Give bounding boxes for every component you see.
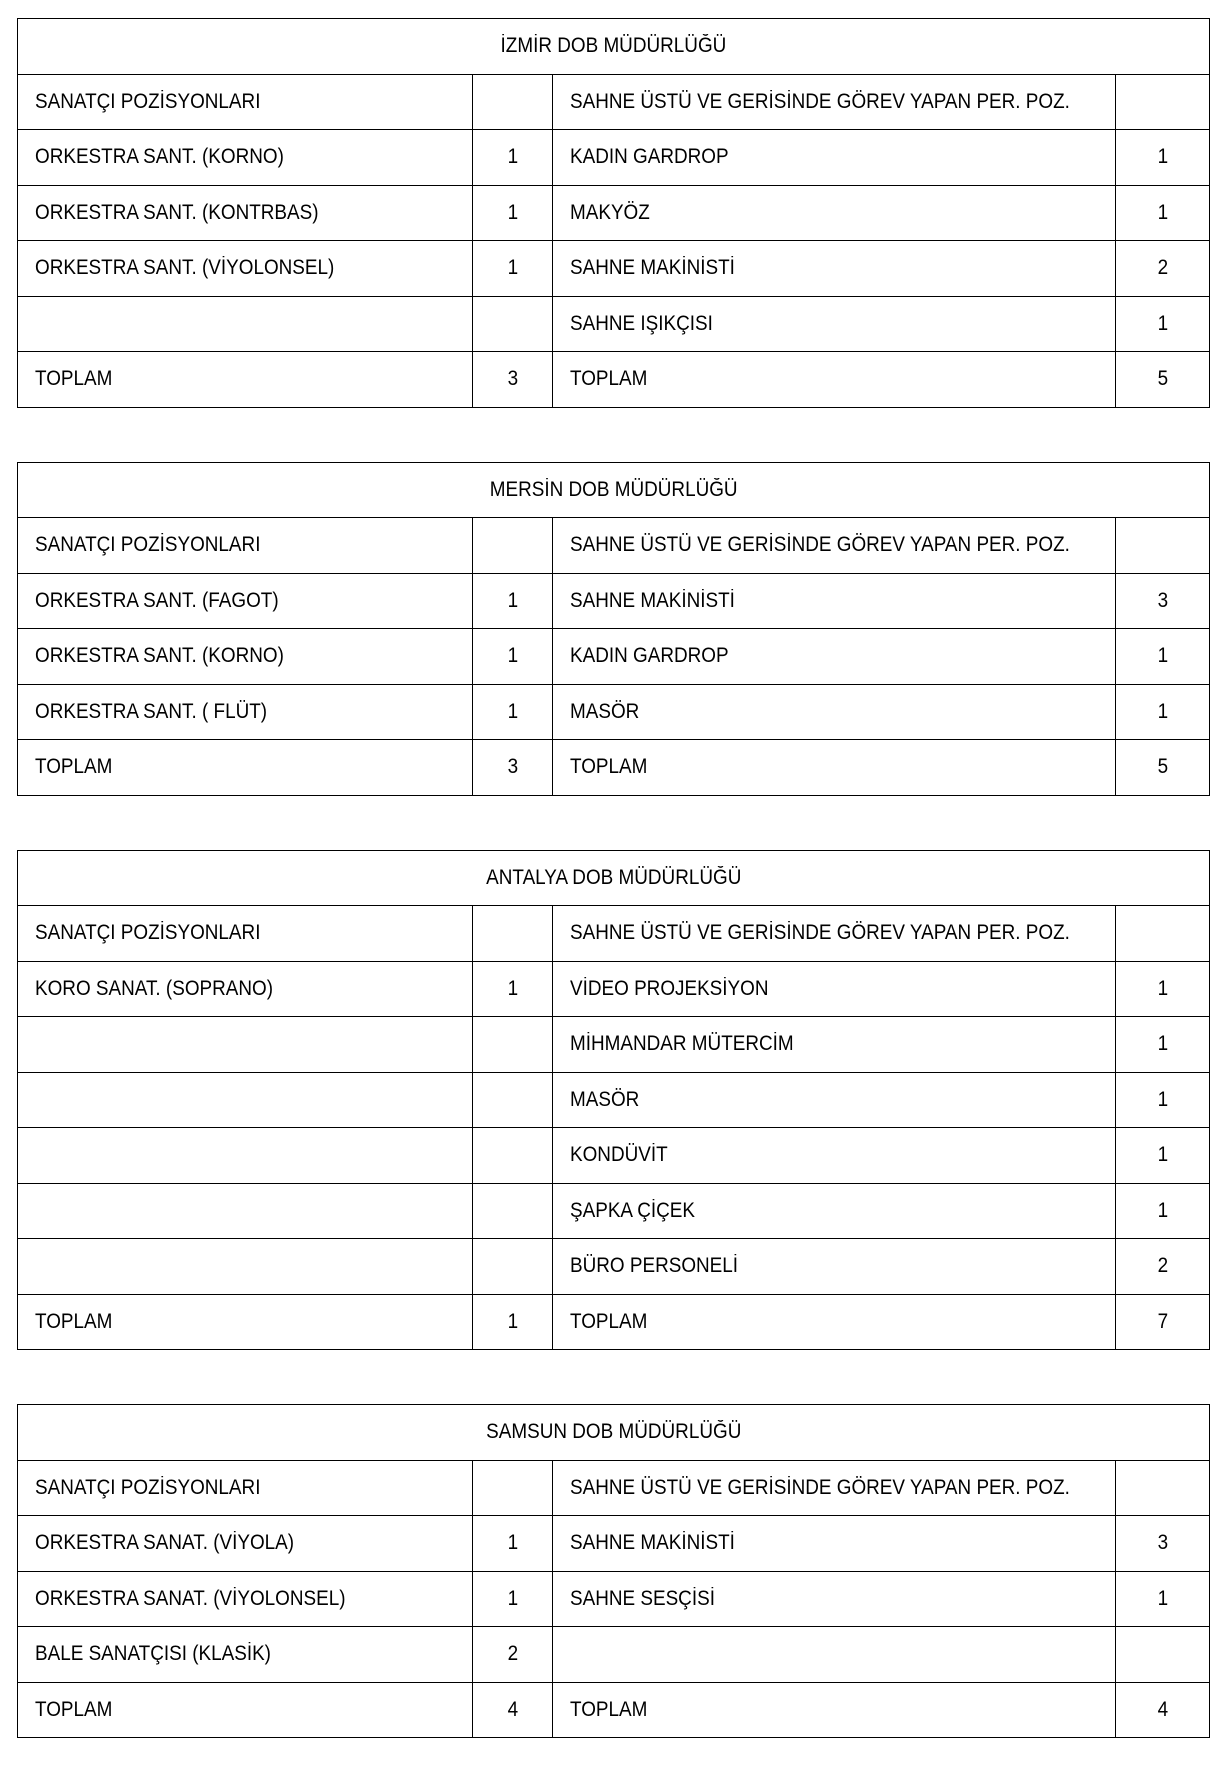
stage-count-cell-text: 2 bbox=[1157, 256, 1168, 280]
table-row bbox=[18, 1627, 1210, 1683]
table-row bbox=[18, 1183, 1210, 1239]
table-row bbox=[18, 573, 1210, 629]
stage-staff-header bbox=[553, 906, 1116, 962]
stage-position-cell-text: MASÖR bbox=[570, 699, 640, 723]
artist-position-cell-text: ORKESTRA SANT. (FAGOT) bbox=[35, 588, 279, 612]
stage-staff-header-text: SAHNE ÜSTÜ VE GERİSİNDE GÖREV YAPAN PER. POZ. bbox=[570, 1475, 1070, 1499]
table-title-row bbox=[18, 19, 1210, 75]
artist-count-cell-text: 1 bbox=[507, 699, 518, 723]
stage-position-cell-text: VİDEO PROJEKSİYON bbox=[570, 976, 769, 1000]
stage-count-cell bbox=[1116, 629, 1210, 685]
artist-total-value bbox=[473, 1682, 553, 1738]
stage-count-cell-text: 1 bbox=[1157, 699, 1168, 723]
stage-position-cell bbox=[553, 573, 1116, 629]
artist-count-cell bbox=[473, 241, 553, 297]
stage-position-cell bbox=[553, 1017, 1116, 1073]
table-header-row bbox=[18, 1460, 1210, 1516]
artist-total-label-text: TOPLAM bbox=[35, 1309, 113, 1333]
stage-count-cell bbox=[1116, 1239, 1210, 1295]
table-title bbox=[18, 19, 1210, 75]
artist-position-cell-text: ORKESTRA SANT. (KORNO) bbox=[35, 145, 284, 169]
stage-position-cell-text: SAHNE MAKİNİSTİ bbox=[570, 588, 735, 612]
artist-total-value bbox=[473, 352, 553, 408]
artist-total-label bbox=[18, 352, 473, 408]
stage-count-cell-text: 1 bbox=[1157, 200, 1168, 224]
artist-position-cell-text: BALE SANATÇISI (KLASİK) bbox=[35, 1642, 271, 1666]
artist-positions-header-text: SANATÇI POZİSYONLARI bbox=[35, 89, 261, 113]
artist-count-cell-text: 2 bbox=[507, 1642, 518, 1666]
artist-position-cell bbox=[18, 629, 473, 685]
table-title-row bbox=[18, 462, 1210, 518]
artist-total-value-text: 1 bbox=[507, 1309, 518, 1333]
artist-count-cell-text: 1 bbox=[507, 976, 518, 1000]
artist-total-label bbox=[18, 1294, 473, 1350]
artist-count-cell bbox=[473, 1516, 553, 1572]
artist-total-label bbox=[18, 1682, 473, 1738]
artist-count-cell bbox=[473, 1128, 553, 1184]
artist-total-value bbox=[473, 1294, 553, 1350]
artist-count-cell-text: 1 bbox=[507, 145, 518, 169]
table-row bbox=[18, 629, 1210, 685]
artist-position-cell bbox=[18, 1239, 473, 1295]
directorate-table bbox=[17, 18, 1210, 408]
artist-position-cell bbox=[18, 961, 473, 1017]
stage-total-label-text: TOPLAM bbox=[570, 755, 648, 779]
stage-position-cell bbox=[553, 1128, 1116, 1184]
stage-total-label bbox=[553, 1294, 1116, 1350]
artist-position-cell bbox=[18, 130, 473, 186]
stage-position-cell bbox=[553, 1516, 1116, 1572]
directorate-table bbox=[17, 850, 1210, 1351]
table-title-text: SAMSUN DOB MÜDÜRLÜĞÜ bbox=[485, 1420, 742, 1444]
stage-count-cell bbox=[1116, 1017, 1210, 1073]
stage-position-cell bbox=[553, 241, 1116, 297]
stage-staff-header bbox=[553, 518, 1116, 574]
artist-count-cell-text: 1 bbox=[507, 644, 518, 668]
directorate-table bbox=[17, 1404, 1210, 1738]
artist-position-cell bbox=[18, 296, 473, 352]
table-title bbox=[18, 462, 1210, 518]
stage-position-cell bbox=[553, 296, 1116, 352]
stage-count-cell-text: 1 bbox=[1157, 311, 1168, 335]
artist-count-cell bbox=[473, 961, 553, 1017]
artist-count-cell bbox=[473, 185, 553, 241]
stage-count-cell-text: 1 bbox=[1157, 1087, 1168, 1111]
stage-total-value bbox=[1116, 740, 1210, 796]
artist-position-cell bbox=[18, 185, 473, 241]
table-title bbox=[18, 850, 1210, 906]
table-row bbox=[18, 296, 1210, 352]
table-title-text: ANTALYA DOB MÜDÜRLÜĞÜ bbox=[485, 865, 742, 889]
artist-position-cell bbox=[18, 573, 473, 629]
stage-total-label-text: TOPLAM bbox=[570, 1697, 648, 1721]
table-row bbox=[18, 1571, 1210, 1627]
artist-positions-header-text: SANATÇI POZİSYONLARI bbox=[35, 1475, 261, 1499]
stage-staff-header bbox=[553, 74, 1116, 130]
table-total-row bbox=[18, 1682, 1210, 1738]
stage-position-cell bbox=[553, 130, 1116, 186]
artist-positions-header bbox=[18, 74, 473, 130]
stage-position-cell bbox=[553, 961, 1116, 1017]
stage-staff-header-text: SAHNE ÜSTÜ VE GERİSİNDE GÖREV YAPAN PER. POZ. bbox=[570, 533, 1070, 557]
table-row bbox=[18, 684, 1210, 740]
artist-total-label-text: TOPLAM bbox=[35, 755, 113, 779]
artist-count-cell-text: 1 bbox=[507, 1531, 518, 1555]
stage-count-cell-text: 1 bbox=[1157, 1143, 1168, 1167]
artist-count-cell bbox=[473, 130, 553, 186]
stage-position-cell-text: SAHNE IŞIKÇISI bbox=[570, 311, 713, 335]
stage-count-cell-text: 1 bbox=[1157, 1586, 1168, 1610]
artist-position-cell-text: ORKESTRA SANT. (VİYOLONSEL) bbox=[35, 256, 335, 280]
document-sheet bbox=[17, 18, 1209, 1792]
stage-staff-header-text: SAHNE ÜSTÜ VE GERİSİNDE GÖREV YAPAN PER. POZ. bbox=[570, 89, 1070, 113]
artist-count-cell bbox=[473, 1017, 553, 1073]
stage-position-cell-text: BÜRO PERSONELİ bbox=[570, 1254, 739, 1278]
artist-count-header bbox=[473, 518, 553, 574]
artist-positions-header bbox=[18, 906, 473, 962]
stage-total-value bbox=[1116, 1682, 1210, 1738]
table-title-text: İZMİR DOB MÜDÜRLÜĞÜ bbox=[500, 34, 727, 58]
artist-count-cell-text: 1 bbox=[507, 1586, 518, 1610]
artist-positions-header bbox=[18, 518, 473, 574]
stage-count-cell bbox=[1116, 961, 1210, 1017]
artist-position-cell bbox=[18, 1516, 473, 1572]
stage-total-value-text: 7 bbox=[1157, 1309, 1168, 1333]
table-header-row bbox=[18, 906, 1210, 962]
stage-count-header bbox=[1116, 906, 1210, 962]
table-title-text: MERSİN DOB MÜDÜRLÜĞÜ bbox=[489, 477, 738, 501]
stage-staff-header bbox=[553, 1460, 1116, 1516]
artist-count-cell bbox=[473, 573, 553, 629]
stage-position-cell-text: KADIN GARDROP bbox=[570, 145, 729, 169]
stage-count-cell bbox=[1116, 130, 1210, 186]
artist-count-cell-text: 1 bbox=[507, 256, 518, 280]
table-row bbox=[18, 1017, 1210, 1073]
stage-total-value-text: 5 bbox=[1157, 755, 1168, 779]
stage-position-cell-text: SAHNE SESÇİSİ bbox=[570, 1586, 715, 1610]
stage-total-value-text: 5 bbox=[1157, 367, 1168, 391]
stage-count-cell-text: 1 bbox=[1157, 145, 1168, 169]
table-row bbox=[18, 961, 1210, 1017]
stage-total-label bbox=[553, 740, 1116, 796]
stage-position-cell bbox=[553, 185, 1116, 241]
stage-position-cell-text: MAKYÖZ bbox=[570, 200, 650, 224]
artist-position-cell bbox=[18, 1072, 473, 1128]
artist-count-cell bbox=[473, 1239, 553, 1295]
artist-count-cell bbox=[473, 1571, 553, 1627]
artist-total-label-text: TOPLAM bbox=[35, 1697, 113, 1721]
stage-total-value-text: 4 bbox=[1157, 1697, 1168, 1721]
stage-count-cell bbox=[1116, 1183, 1210, 1239]
artist-count-cell bbox=[473, 1183, 553, 1239]
artist-position-cell bbox=[18, 1183, 473, 1239]
stage-count-cell bbox=[1116, 185, 1210, 241]
artist-total-value-text: 3 bbox=[507, 755, 518, 779]
stage-count-cell-text: 2 bbox=[1157, 1254, 1168, 1278]
table-row bbox=[18, 1239, 1210, 1295]
artist-position-cell-text: KORO SANAT. (SOPRANO) bbox=[35, 976, 274, 1000]
artist-position-cell-text: ORKESTRA SANT. ( FLÜT) bbox=[35, 699, 268, 723]
table-title-row bbox=[18, 850, 1210, 906]
stage-count-cell bbox=[1116, 1627, 1210, 1683]
artist-count-cell-text: 1 bbox=[507, 200, 518, 224]
table-title-row bbox=[18, 1405, 1210, 1461]
artist-positions-header-text: SANATÇI POZİSYONLARI bbox=[35, 921, 261, 945]
artist-total-value-text: 3 bbox=[507, 367, 518, 391]
artist-position-cell bbox=[18, 1128, 473, 1184]
stage-count-cell-text: 1 bbox=[1157, 1198, 1168, 1222]
stage-total-label bbox=[553, 352, 1116, 408]
stage-position-cell bbox=[553, 1183, 1116, 1239]
stage-count-cell bbox=[1116, 1516, 1210, 1572]
artist-position-cell-text: ORKESTRA SANAT. (VİYOLA) bbox=[35, 1531, 295, 1555]
artist-total-label bbox=[18, 740, 473, 796]
artist-count-cell bbox=[473, 684, 553, 740]
stage-count-cell bbox=[1116, 1072, 1210, 1128]
artist-total-label-text: TOPLAM bbox=[35, 367, 113, 391]
stage-total-value bbox=[1116, 1294, 1210, 1350]
stage-total-label bbox=[553, 1682, 1116, 1738]
stage-count-cell bbox=[1116, 684, 1210, 740]
stage-position-cell-text: MİHMANDAR MÜTERCİM bbox=[570, 1032, 794, 1056]
table-row bbox=[18, 1072, 1210, 1128]
stage-position-cell bbox=[553, 1627, 1116, 1683]
artist-count-cell bbox=[473, 1627, 553, 1683]
artist-position-cell bbox=[18, 241, 473, 297]
table-header-row bbox=[18, 74, 1210, 130]
artist-count-cell bbox=[473, 296, 553, 352]
table-header-row bbox=[18, 518, 1210, 574]
stage-position-cell-text: KONDÜVİT bbox=[570, 1143, 668, 1167]
stage-staff-header-text: SAHNE ÜSTÜ VE GERİSİNDE GÖREV YAPAN PER. POZ. bbox=[570, 921, 1070, 945]
table-total-row bbox=[18, 1294, 1210, 1350]
artist-position-cell-text: ORKESTRA SANT. (KORNO) bbox=[35, 644, 284, 668]
stage-count-cell bbox=[1116, 1571, 1210, 1627]
artist-position-cell-text: ORKESTRA SANAT. (VİYOLONSEL) bbox=[35, 1586, 346, 1610]
artist-count-header bbox=[473, 906, 553, 962]
artist-position-cell-text: ORKESTRA SANT. (KONTRBAS) bbox=[35, 200, 319, 224]
stage-count-cell-text: 1 bbox=[1157, 644, 1168, 668]
stage-count-header bbox=[1116, 74, 1210, 130]
table-row bbox=[18, 185, 1210, 241]
stage-total-label-text: TOPLAM bbox=[570, 367, 648, 391]
table-title bbox=[18, 1405, 1210, 1461]
table-total-row bbox=[18, 740, 1210, 796]
stage-count-cell-text: 1 bbox=[1157, 976, 1168, 1000]
stage-position-cell bbox=[553, 684, 1116, 740]
stage-count-header bbox=[1116, 1460, 1210, 1516]
stage-position-cell bbox=[553, 1239, 1116, 1295]
artist-position-cell bbox=[18, 1627, 473, 1683]
stage-position-cell-text: SAHNE MAKİNİSTİ bbox=[570, 256, 735, 280]
artist-positions-header-text: SANATÇI POZİSYONLARI bbox=[35, 533, 261, 557]
artist-count-cell-text: 1 bbox=[507, 588, 518, 612]
stage-position-cell-text: SAHNE MAKİNİSTİ bbox=[570, 1531, 735, 1555]
stage-position-cell bbox=[553, 1072, 1116, 1128]
stage-count-cell bbox=[1116, 241, 1210, 297]
stage-count-cell-text: 3 bbox=[1157, 588, 1168, 612]
table-row bbox=[18, 130, 1210, 186]
stage-total-label-text: TOPLAM bbox=[570, 1309, 648, 1333]
artist-count-cell bbox=[473, 629, 553, 685]
artist-position-cell bbox=[18, 1017, 473, 1073]
stage-count-cell bbox=[1116, 296, 1210, 352]
artist-position-cell bbox=[18, 684, 473, 740]
stage-position-cell bbox=[553, 1571, 1116, 1627]
artist-count-header bbox=[473, 1460, 553, 1516]
stage-count-cell-text: 3 bbox=[1157, 1531, 1168, 1555]
stage-position-cell-text: MASÖR bbox=[570, 1087, 640, 1111]
artist-position-cell bbox=[18, 1571, 473, 1627]
stage-count-cell-text: 1 bbox=[1157, 1032, 1168, 1056]
stage-count-cell bbox=[1116, 573, 1210, 629]
directorate-table bbox=[17, 462, 1210, 796]
artist-count-header bbox=[473, 74, 553, 130]
stage-count-cell bbox=[1116, 1128, 1210, 1184]
stage-position-cell-text: KADIN GARDROP bbox=[570, 644, 729, 668]
table-row bbox=[18, 241, 1210, 297]
artist-count-cell bbox=[473, 1072, 553, 1128]
stage-count-header bbox=[1116, 518, 1210, 574]
table-row bbox=[18, 1128, 1210, 1184]
stage-position-cell-text: ŞAPKA ÇİÇEK bbox=[570, 1198, 696, 1222]
stage-total-value bbox=[1116, 352, 1210, 408]
stage-position-cell bbox=[553, 629, 1116, 685]
artist-total-value bbox=[473, 740, 553, 796]
artist-positions-header bbox=[18, 1460, 473, 1516]
artist-total-value-text: 4 bbox=[507, 1697, 518, 1721]
table-row bbox=[18, 1516, 1210, 1572]
table-total-row bbox=[18, 352, 1210, 408]
